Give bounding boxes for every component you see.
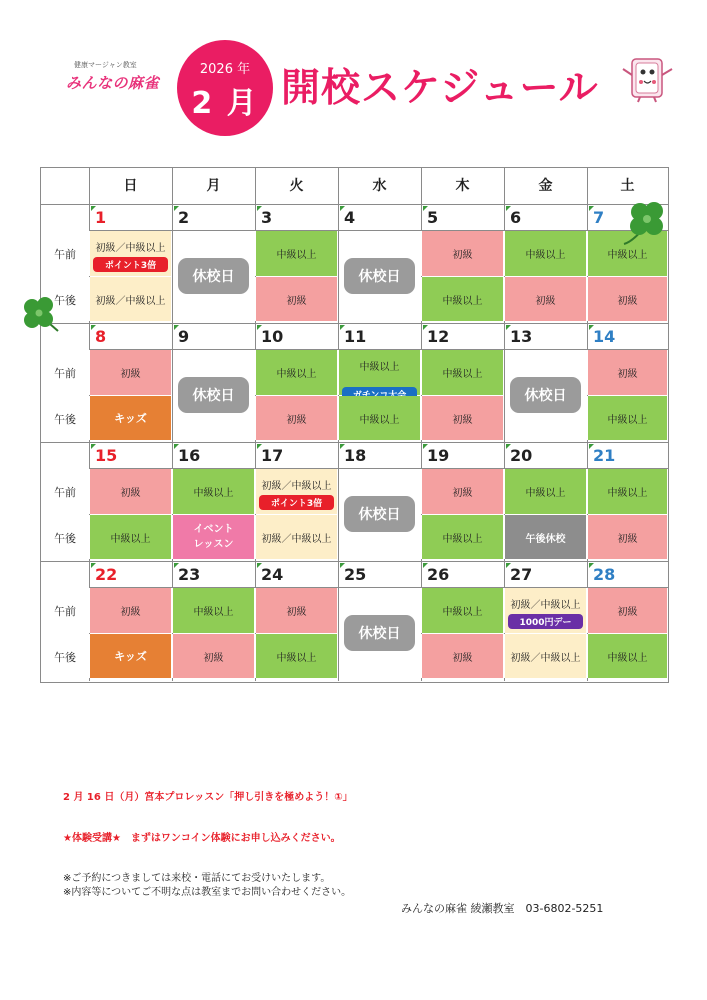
closed-day-label: 休校日 [178,258,249,294]
mahjong-tile-mascot-icon [618,55,678,103]
date-number: 13 [510,327,533,346]
date-number: 1 [95,208,107,227]
session-level: 初級 [452,414,473,426]
session-slot-am [504,469,587,514]
session-level: キッズ [114,650,147,663]
event-badge: ポイント3倍 [93,257,168,272]
session-level: 中級以上 [607,250,648,261]
date-number: 19 [427,446,450,465]
year-label: 2026 年 [199,62,251,77]
session-level: 中級以上 [193,488,234,499]
date-number: 7 [593,208,605,227]
session-slot-am [587,350,668,395]
row-label-am: 午前 [54,248,76,261]
school-logo [66,60,166,100]
session-level: 初級 [120,488,141,499]
grid-line-horizontal [41,442,668,443]
session-slot-am [504,231,587,276]
session-slot-pm [504,277,587,321]
session-slot-pm [587,396,668,440]
closed-day-label: 休校日 [510,377,581,413]
weekday-header: 水 [372,178,387,194]
date-number: 20 [510,446,533,465]
month-label: 2 月 [191,86,259,121]
date-number: 16 [178,446,201,465]
session-level: 初級／中級以上 [261,533,332,545]
grid-line-horizontal [41,561,668,562]
session-level: 中級以上 [359,414,400,426]
session-slot-am [255,588,338,633]
session-slot-am [172,588,255,633]
session-slot-pm [421,515,504,559]
session-slot-am [421,469,504,514]
date-number: 22 [95,565,118,584]
weekday-header: 土 [620,178,635,194]
session-level: 初級 [452,488,473,499]
date-number: 15 [95,446,118,465]
event-badge: ポイント3倍 [259,495,334,510]
session-level: 中級以上 [442,295,483,307]
session-level: 初級 [617,295,638,307]
session-slot-am [421,588,504,633]
session-level: イベント レッスン [193,524,234,550]
closed-day-label: 休校日 [178,377,249,413]
session-slot-pm [421,396,504,440]
session-level: 初級 [452,652,473,664]
session-level: 初級 [617,607,638,618]
session-slot-am [89,469,172,514]
session-slot-pm [89,396,172,440]
date-number: 24 [261,565,284,584]
closed-day-label: 休校日 [344,496,415,532]
session-slot-pm [89,634,172,678]
session-level: 初級 [617,369,638,380]
session-level: 初級 [286,414,307,426]
weekday-header: 木 [455,178,470,194]
grid-line-horizontal [41,323,668,324]
date-number: 28 [593,565,616,584]
reservation-note: ※ご予約につきましては来校・電話にてお受けいたします。 [63,873,331,884]
session-slot-pm [587,515,668,559]
row-label-pm: 午後 [54,413,76,426]
date-number: 9 [178,327,190,346]
session-slot-pm [338,396,421,440]
session-slot-pm [172,634,255,678]
session-slot-am [255,350,338,395]
weekday-header: 火 [289,178,304,194]
session-slot-pm [587,277,668,321]
trial-note: ★体験受講★ まずはワンコイン体験にお申し込みください。 [63,833,341,844]
event-note: 2 月 16 日（月）宮本プロレッスン「押し引きを極めよう！①」 [63,792,353,803]
date-number: 18 [344,446,367,465]
session-level: 中級以上 [193,607,234,618]
schedule-calendar [40,167,669,683]
session-level: 中級以上 [442,533,483,545]
session-level: 初級／中級以上 [95,243,166,254]
weekday-header: 月 [206,178,221,194]
date-number: 4 [344,208,356,227]
session-slot-am [587,469,668,514]
session-slot-pm [255,277,338,321]
session-slot-pm [89,515,172,559]
date-number: 3 [261,208,273,227]
session-level: 初級 [452,250,473,261]
date-number: 5 [427,208,439,227]
session-level: 中級以上 [276,369,317,380]
row-label-pm: 午後 [54,532,76,545]
session-level: 中級以上 [525,488,566,499]
session-level: 午後休校 [525,533,566,545]
date-number: 10 [261,327,284,346]
session-level: 初級／中級以上 [261,481,332,492]
grid-line-horizontal [41,204,668,205]
row-label-pm: 午後 [54,651,76,664]
date-number: 2 [178,208,190,227]
session-level: 中級以上 [607,414,648,426]
session-level: 初級 [203,652,224,664]
session-slot-am [89,350,172,395]
session-slot-pm [587,634,668,678]
session-level: 初級 [120,369,141,380]
closed-day-label: 休校日 [344,615,415,651]
contact-info: みんなの麻雀 綾瀬教室 03-6802-5251 [401,902,604,915]
inquiry-note: ※内容等についてご不明な点は教室までお問い合わせください。 [63,887,352,898]
session-level: 中級以上 [442,369,483,380]
session-level: 初級／中級以上 [510,652,581,664]
session-level: 中級以上 [442,607,483,618]
session-level: 初級／中級以上 [510,600,581,611]
session-level: 中級以上 [607,652,648,664]
session-slot-pm [504,515,587,559]
row-label-am: 午前 [54,367,76,380]
clover-icon [622,198,674,248]
page-title: 開校スケジュール [281,66,599,111]
date-number: 8 [95,327,107,346]
closed-day-label: 休校日 [344,258,415,294]
session-slot-pm [504,634,587,678]
session-level: 初級 [617,533,638,545]
session-level: 初級 [286,295,307,307]
date-number: 17 [261,446,284,465]
date-number: 25 [344,565,367,584]
logo-name: みんなの麻雀 [66,74,160,92]
date-number: 6 [510,208,522,227]
session-slot-pm [172,515,255,559]
clover-icon [18,295,64,337]
row-label-am: 午前 [54,486,76,499]
session-level: 初級 [120,607,141,618]
date-number: 26 [427,565,450,584]
session-level: 中級以上 [359,362,400,373]
session-level: 初級 [535,295,556,307]
session-slot-pm [255,634,338,678]
date-number: 21 [593,446,616,465]
weekday-header: 日 [123,178,138,194]
date-number: 12 [427,327,450,346]
session-slot-am [172,469,255,514]
session-level: 初級 [286,607,307,618]
session-slot-am [421,350,504,395]
row-label-pm: 午後 [54,294,76,307]
event-badge: 1000円デー [508,614,583,629]
session-level: 中級以上 [525,250,566,261]
weekday-header: 金 [538,178,553,194]
session-level: 中級以上 [607,488,648,499]
session-slot-am [89,588,172,633]
session-level: キッズ [114,412,147,425]
session-level: 中級以上 [276,652,317,664]
date-number: 11 [344,327,367,346]
session-level: 中級以上 [276,250,317,261]
date-number: 23 [178,565,201,584]
session-slot-am [421,231,504,276]
date-number: 14 [593,327,616,346]
session-slot-pm [421,634,504,678]
session-slot-pm [255,515,338,559]
session-level: 中級以上 [110,533,151,545]
session-slot-pm [421,277,504,321]
session-level: 初級／中級以上 [95,295,166,307]
session-slot-pm [89,277,172,321]
logo-subtitle: 健康マージャン教室 [74,61,137,69]
session-slot-pm [255,396,338,440]
session-slot-am [255,231,338,276]
row-label-am: 午前 [54,605,76,618]
session-slot-am [587,588,668,633]
date-number: 27 [510,565,533,584]
month-badge [177,40,273,136]
